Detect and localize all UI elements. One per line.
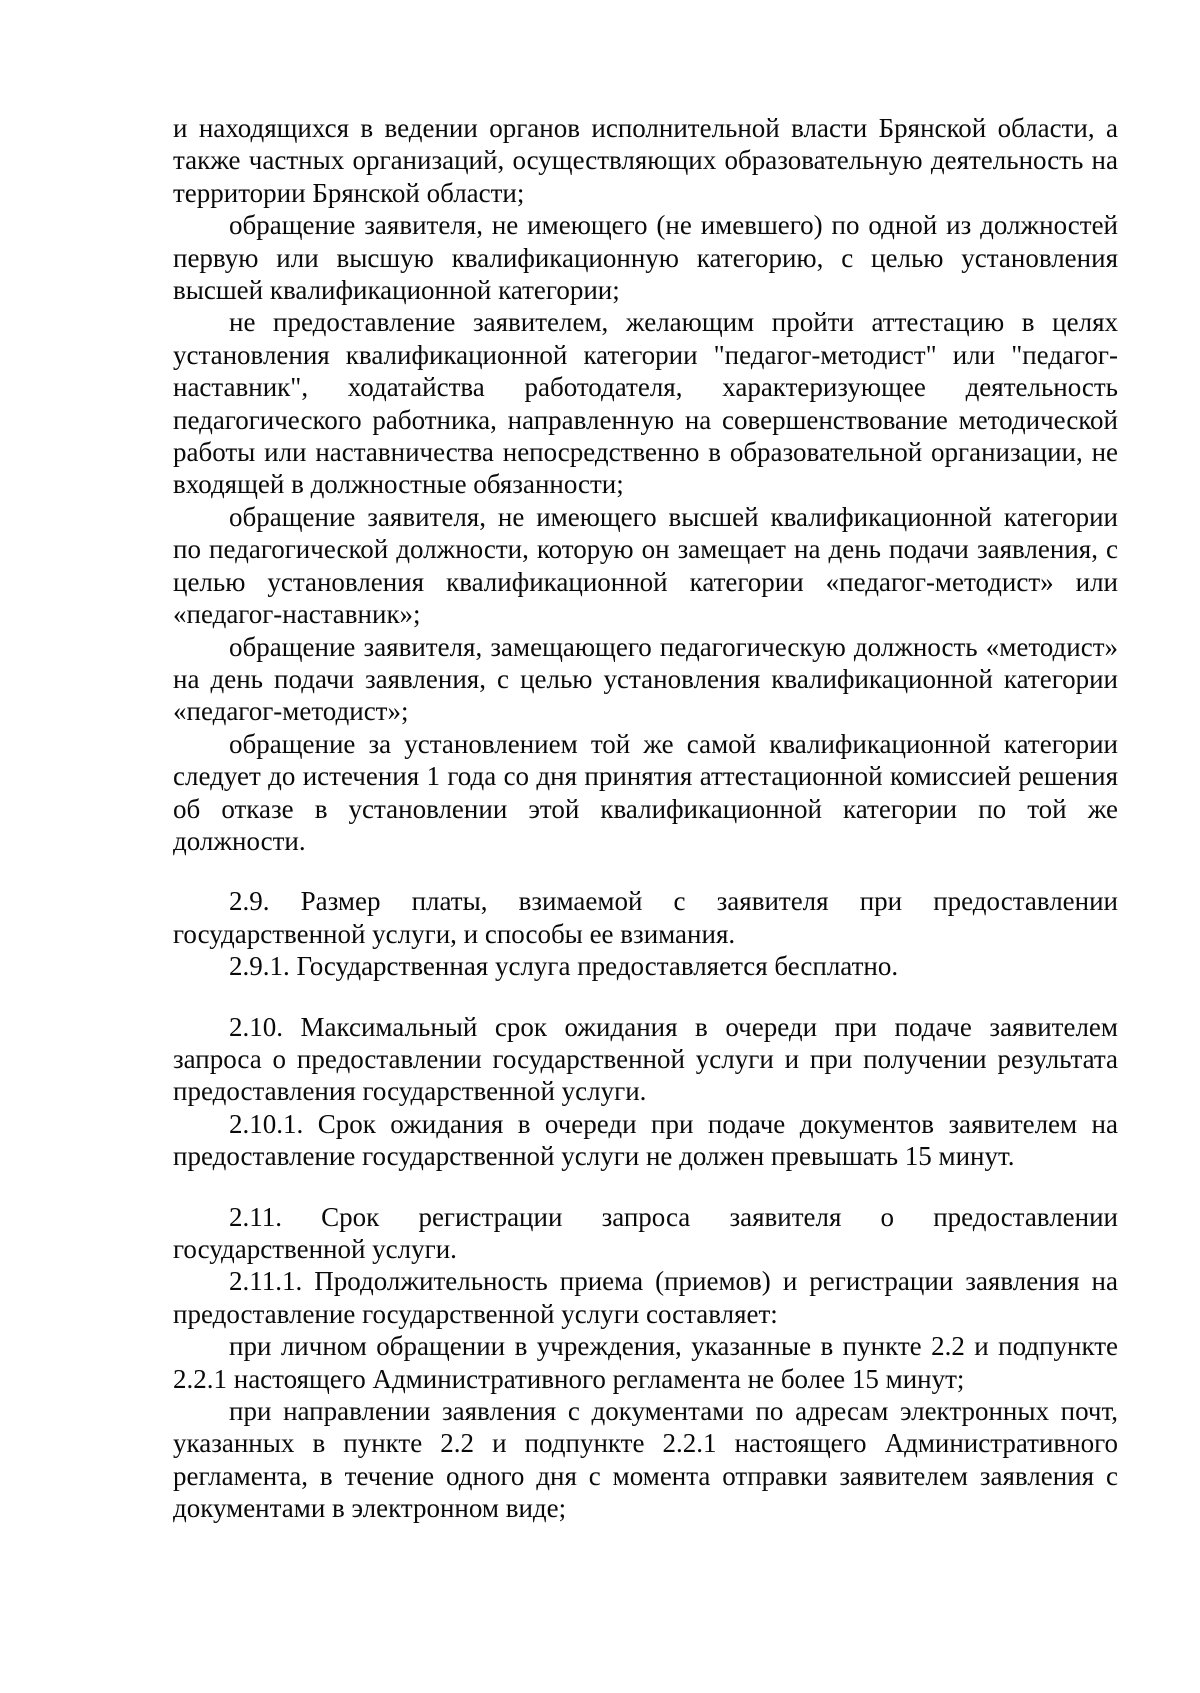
paragraph-2-11-1: 2.11.1. Продолжительность приема (приемов) и регистрации заявления на предоставление государственной услуги составляет: bbox=[173, 1266, 1118, 1329]
paragraph-refusal-reason-methodist: обращение заявителя, замещающего педагогическую должность «методист» на день подачи заявления, с целью установления квалификационной категории «педагог-методист»; bbox=[173, 631, 1118, 727]
paragraph-2-9-1: 2.9.1. Государственная услуга предоставляется бесплатно. bbox=[229, 951, 899, 982]
paragraph-refusal-reason-no-highest-category: обращение заявителя, не имеющего высшей квалификационной категории по педагогической должности, которую он замещает на день подачи заявления, с целью установления квалификационной категории «педагог-методист» или «педагог-наставник»; bbox=[173, 501, 1118, 630]
section-heading-2-9: 2.9. Размер платы, взимаемой с заявителя при предоставлении государственной услуги, и способы ее взимания. bbox=[173, 886, 1118, 949]
paragraph-refusal-reason-no-petition: не предоставление заявителем, желающим пройти аттестацию в целях установления квалификационной категории "педагог-методист" или "педагог-наставник", ходатайства работодателя, характеризующее деятельность педагогического работника, направленную на совершенствование методической работы или наставничества непосредственно в образовательной организации, не входящей в должностные обязанности; bbox=[173, 307, 1118, 500]
section-heading-2-10: 2.10. Максимальный срок ожидания в очереди при подаче заявителем запроса о предоставлении государственной услуги и при получении результата предоставления государственной услуги. bbox=[173, 1011, 1118, 1107]
paragraph-email-submission: при направлении заявления с документами по адресам электронных почт, указанных в пункте 2.2 и подпункте 2.2.1 настоящего Административного регламента, в течение одного дня с момента отправки заявителем заявления с документами в электронном виде; bbox=[173, 1396, 1118, 1524]
paragraph-refusal-reason-repeat: обращение за установлением той же самой квалификационной категории следует до истечения 1 года со дня принятия аттестационной комиссией решения об отказе в установлении этой квалификационной категории по той же должности. bbox=[173, 728, 1118, 856]
paragraph-continuation: и находящихся в ведении органов исполнительной власти Брянской области, а также частных организаций, осуществляющих образовательную деятельность на территории Брянской области; bbox=[173, 113, 1118, 208]
document-body bbox=[173, 112, 1118, 1525]
paragraph-refusal-reason-no-category: обращение заявителя, не имеющего (не имевшего) по одной из должностей первую или высшую квалификационную категорию, с целью установления высшей квалификационной категории; bbox=[173, 210, 1118, 306]
section-heading-2-11: 2.11. Срок регистрации запроса заявителя о предоставлении государственной услуги. bbox=[173, 1201, 1118, 1264]
paragraph-personal-visit: при личном обращении в учреждения, указанные в пункте 2.2 и подпункте 2.2.1 настоящего Административного регламента не более 15 минут; bbox=[173, 1331, 1118, 1394]
paragraph-2-10-1: 2.10.1. Срок ожидания в очереди при подаче документов заявителем на предоставление государственной услуги не должен превышать 15 минут. bbox=[173, 1108, 1118, 1172]
